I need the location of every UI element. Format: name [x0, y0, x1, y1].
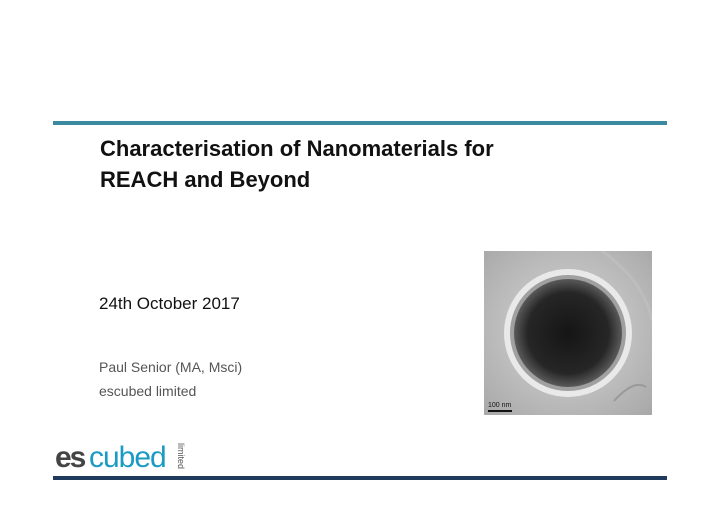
author-name: Paul Senior (MA, Msci) — [99, 359, 243, 375]
logo-text-es: es — [55, 441, 85, 474]
title-line-1: Characterisation of Nanomaterials for — [100, 136, 494, 161]
logo-text-cubed: cubed — [89, 441, 166, 474]
scale-bar-label: 100 nm — [488, 402, 512, 409]
escubed-logo — [55, 441, 195, 475]
slide-title — [100, 133, 620, 195]
tem-micrograph — [484, 251, 652, 415]
title-line-2: REACH and Beyond — [100, 167, 311, 192]
bottom-divider — [53, 476, 667, 480]
nanoparticle-image — [484, 251, 652, 415]
scale-bar — [488, 410, 512, 412]
author-block — [99, 355, 242, 403]
author-company: escubed limited — [99, 383, 197, 399]
top-divider — [53, 121, 667, 125]
logo-text-limited: limited — [176, 443, 186, 470]
presentation-date: 24th October 2017 — [99, 294, 240, 313]
